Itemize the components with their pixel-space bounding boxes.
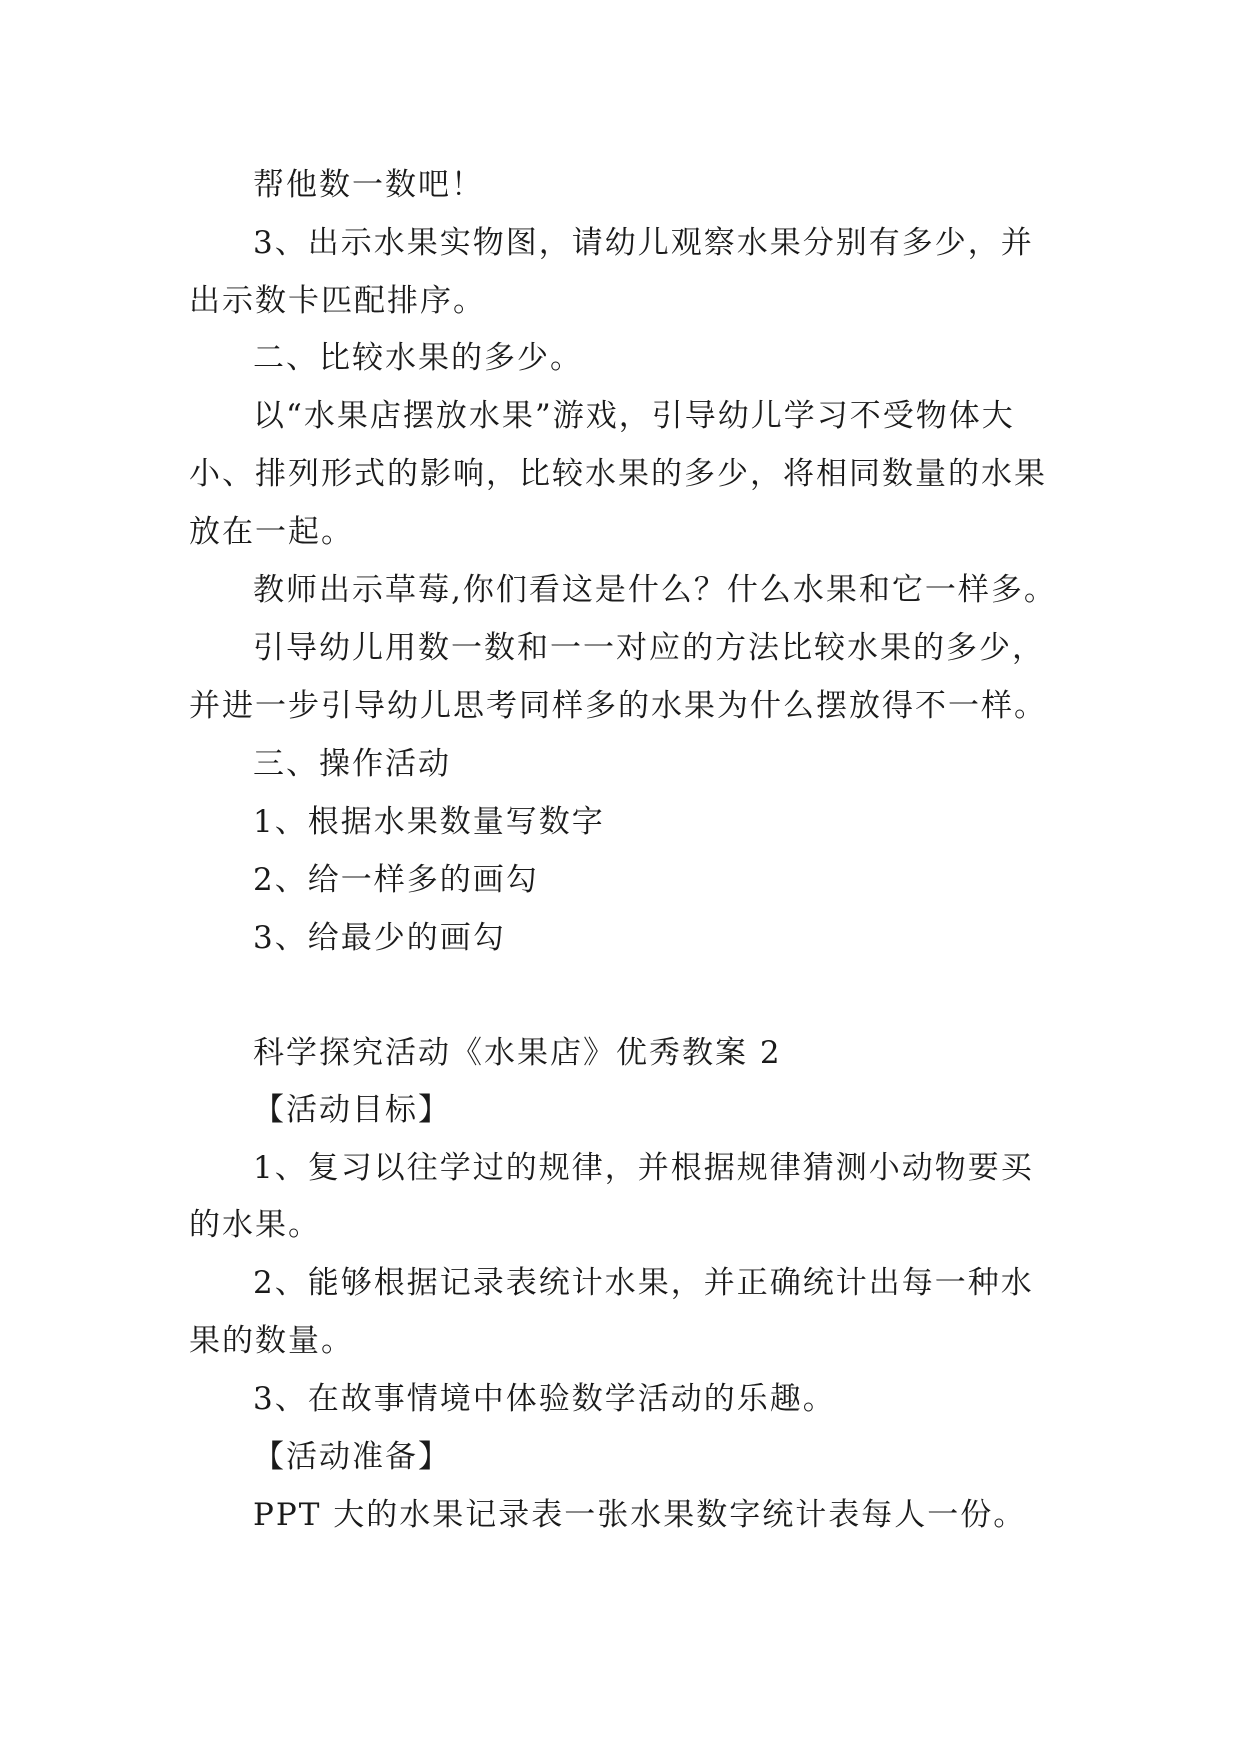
paragraph-line: 小、排列形式的影响，比较水果的多少，将相同数量的水果 xyxy=(189,456,1047,492)
paragraph-line: 3、出示水果实物图，请幼儿观察水果分别有多少，并 xyxy=(253,225,1034,261)
paragraph-line: 以“水果店摆放水果”游戏，引导幼儿学习不受物体大 xyxy=(253,398,1015,434)
section-heading: 三、操作活动 xyxy=(253,746,451,782)
paragraph-line: 出示数卡匹配排序。 xyxy=(189,283,486,319)
paragraph-line: 帮他数一数吧！ xyxy=(253,167,484,203)
paragraph-line: 引导幼儿用数一数和一一对应的方法比较水果的多少， xyxy=(253,630,1045,666)
paragraph-line: 放在一起。 xyxy=(189,514,354,550)
document-title: 科学探究活动《水果店》优秀教案 2 xyxy=(253,1035,782,1071)
section-heading: 【活动目标】 xyxy=(253,1092,451,1128)
section-heading: 【活动准备】 xyxy=(253,1439,451,1475)
list-item: 1、复习以往学过的规律，并根据规律猜测小动物要买 xyxy=(253,1150,1034,1186)
list-item: 2、给一样多的画勾 xyxy=(253,862,539,898)
paragraph-line: 果的数量。 xyxy=(189,1323,354,1359)
paragraph-line: PPT 大的水果记录表一张水果数字统计表每人一份。 xyxy=(253,1497,1027,1533)
list-item: 2、能够根据记录表统计水果，并正确统计出每一种水 xyxy=(253,1265,1034,1301)
list-item: 3、在故事情境中体验数学活动的乐趣。 xyxy=(253,1381,836,1417)
section-heading: 二、比较水果的多少。 xyxy=(253,340,583,376)
paragraph-line: 并进一步引导幼儿思考同样多的水果为什么摆放得不一样。 xyxy=(189,688,1047,724)
paragraph-line: 的水果。 xyxy=(189,1207,321,1243)
paragraph-line: 教师出示草莓,你们看这是什么？什么水果和它一样多。 xyxy=(253,572,1057,608)
list-item: 1、根据水果数量写数字 xyxy=(253,804,605,840)
list-item: 3、给最少的画勾 xyxy=(253,920,506,956)
